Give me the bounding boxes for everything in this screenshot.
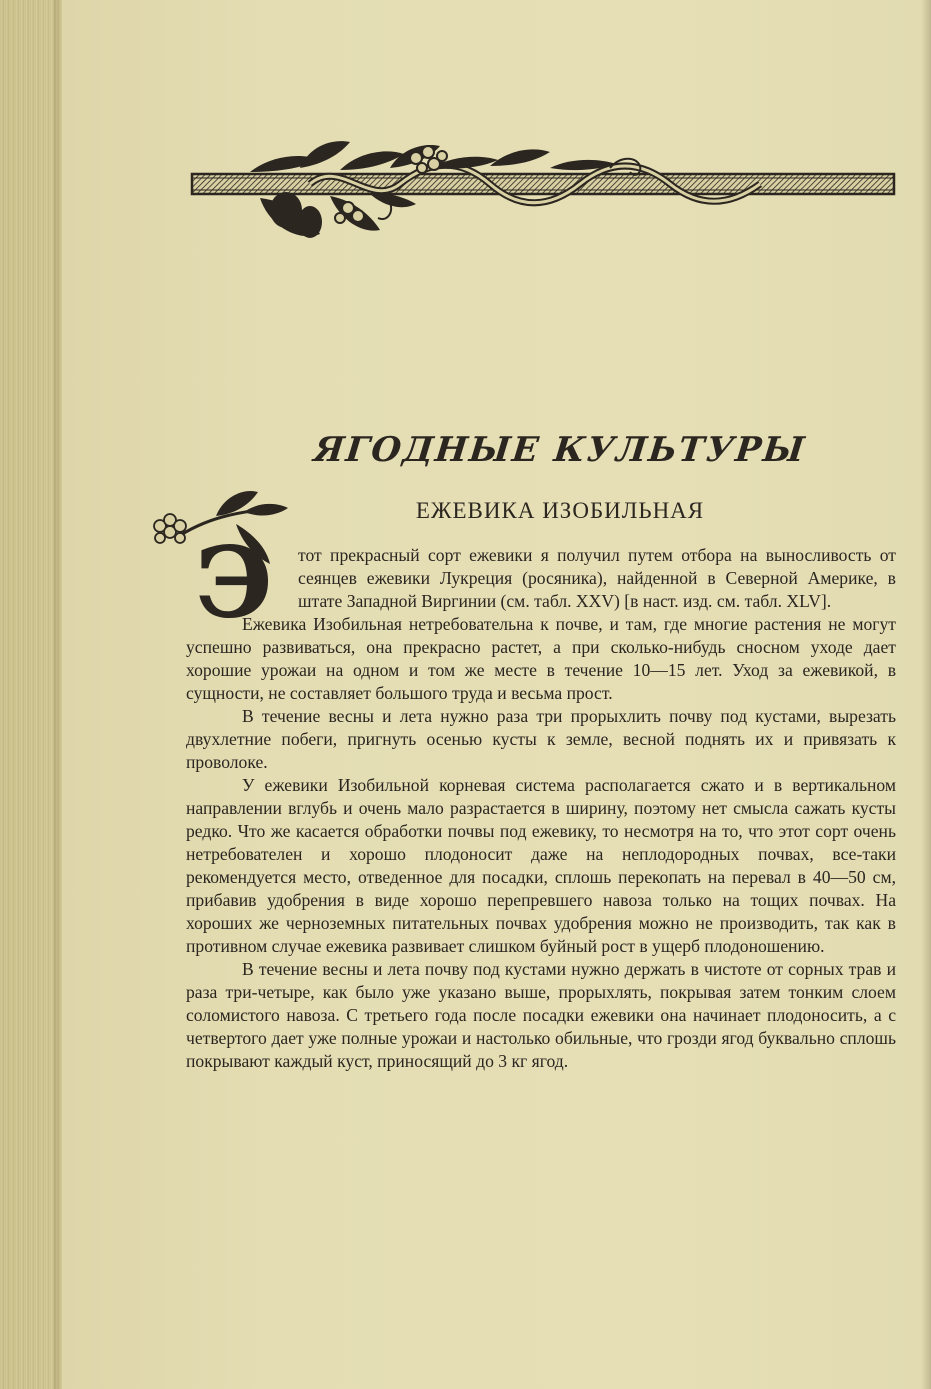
section-title: ЯГОДНЫЕ КУЛЬТУРЫ <box>311 430 809 470</box>
paragraph-1-text: тот прекрасный сорт ежевики я получил путем отбора на выносливость от сеянцев ежевики Лукреция (росяника), найденной в Северной Америке, в штате Западной Виргинии (см. табл. XXV) [в наст. изд. см. табл. XLV]. <box>298 545 896 611</box>
article-body <box>186 544 896 1073</box>
article-heading: ЕЖЕВИКА ИЗОБИЛЬНАЯ <box>415 498 705 523</box>
paragraph-4: У ежевики Изобильной корневая система располагается сжато и в вертикальном направлении вглубь и очень мало разрастается в ширину, поэтому нет смысла сажать кусты редко. Что же касается обработки почвы под ежевику, то несмотря на то, что этот сорт очень нетребователен и хорошо плодоносит даже на неплодородных почвах, все-таки рекомендуется место, отведенное для посадки, сплошь перекопать на перевал в 40—50 см, прибавив удобрения в виде хорошо перепревшего навоза только на тощих почвах. На хороших же черноземных питательных почвах удобрения можно не производить, так как в противном случае ежевика развивает слишком буйный рост в ущерб плодоношению. <box>186 775 896 956</box>
dropcap-space <box>186 544 298 610</box>
headpiece-ornament <box>190 138 896 248</box>
dropcap-letter: Э <box>196 526 273 624</box>
paragraph-3: В течение весны и лета нужно раза три прорыхлить почву под кустами, вырезать двухлетние побеги, пригнуть осенью кусты к земле, весной поднять их и привязать к проволоке. <box>186 706 896 772</box>
paragraph-5: В течение весны и лета почву под кустами нужно держать в чистоте от сорных трав и раза три-четыре, как было уже указано выше, прорыхлять, покрывая затем тонким слоем соломистого навоза. С третьего года после посадки ежевики она начинает плодоносить, а с четвертого дает уже полные урожаи и настолько обильные, что грозди ягод буквально сплошь покрывают каждый куст, приносящий до 3 кг ягод. <box>186 959 896 1071</box>
page-shadow <box>921 0 931 1389</box>
paragraph-2: Ежевика Изобильная нетребовательна к почве, и там, где многие растения не могут успешно развиваться, она прекрасно растет, а при сколько-нибудь сносном уходе дает хорошие урожаи на одном и том же месте в течение 10—15 лет. Уход за ежевикой, в сущности, не составляет большого труда и весьма прост. <box>186 614 896 703</box>
page-stack-edges <box>0 0 62 1389</box>
paragraph-1 <box>186 544 896 613</box>
